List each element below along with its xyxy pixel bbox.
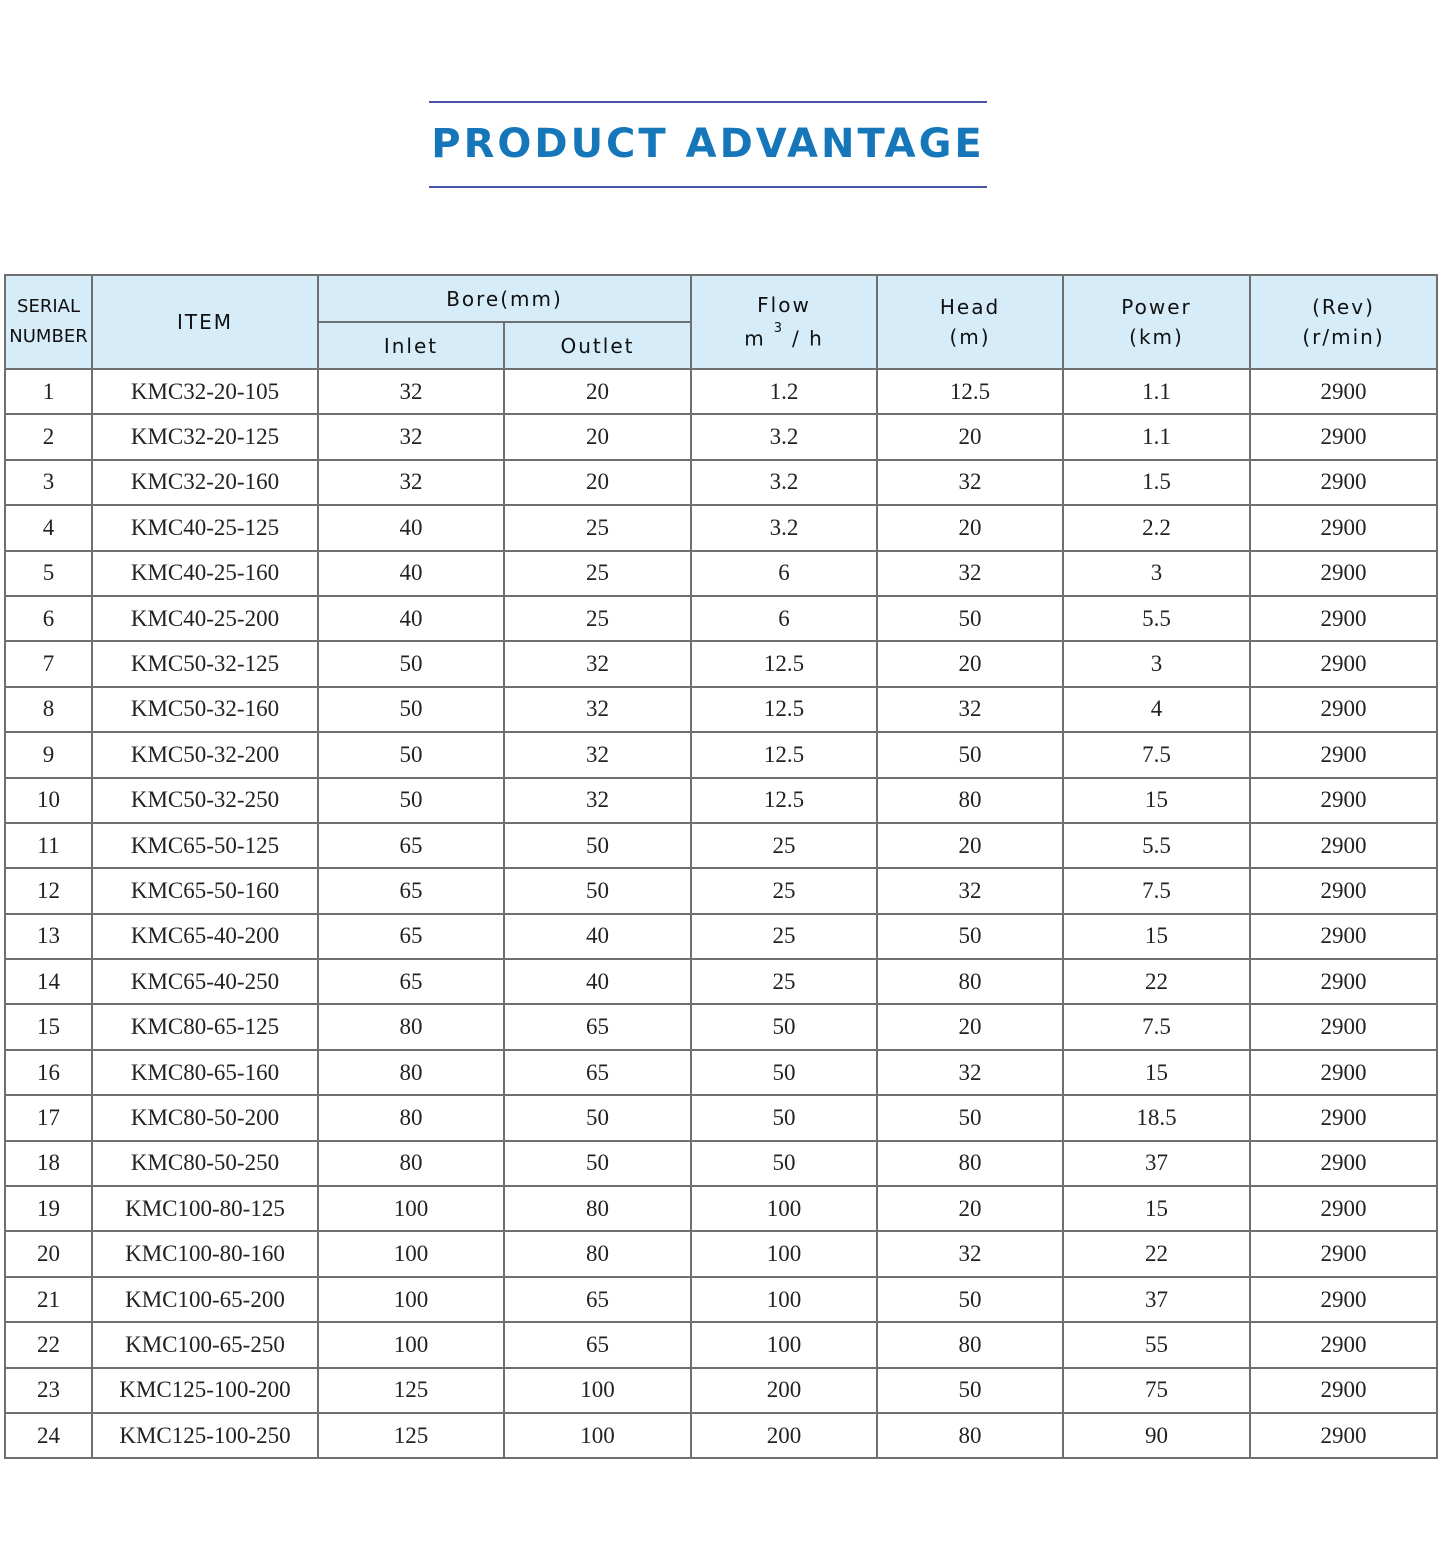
rev-cell: 2900	[1250, 1050, 1437, 1095]
outlet-cell: 32	[504, 641, 691, 686]
inlet-cell: 32	[318, 414, 504, 459]
outlet-cell: 80	[504, 1231, 691, 1276]
item-cell: KMC50-32-250	[92, 778, 318, 823]
serial-cell: 8	[5, 687, 92, 732]
power-cell: 7.5	[1063, 1004, 1250, 1049]
rev-cell: 2900	[1250, 641, 1437, 686]
inlet-cell: 65	[318, 868, 504, 913]
serial-cell: 18	[5, 1141, 92, 1186]
rev-cell: 2900	[1250, 1322, 1437, 1367]
flow-cell: 200	[691, 1413, 877, 1458]
header-flow: Flow m $^3$ / h	[691, 275, 877, 369]
item-cell: KMC100-65-250	[92, 1322, 318, 1367]
head-cell: 20	[877, 1004, 1063, 1049]
inlet-cell: 125	[318, 1413, 504, 1458]
table-row	[5, 732, 1437, 777]
serial-cell: 5	[5, 551, 92, 596]
serial-cell: 11	[5, 823, 92, 868]
power-cell: 7.5	[1063, 732, 1250, 777]
power-cell: 2.2	[1063, 505, 1250, 550]
flow-cell: 12.5	[691, 732, 877, 777]
rev-cell: 2900	[1250, 778, 1437, 823]
serial-cell: 17	[5, 1095, 92, 1140]
serial-cell: 22	[5, 1322, 92, 1367]
flow-cell: 6	[691, 551, 877, 596]
outlet-cell: 50	[504, 868, 691, 913]
flow-cell: 3.2	[691, 460, 877, 505]
rev-cell: 2900	[1250, 460, 1437, 505]
power-cell: 1.1	[1063, 414, 1250, 459]
flow-cell: 25	[691, 914, 877, 959]
table-row	[5, 1050, 1437, 1095]
inlet-cell: 80	[318, 1141, 504, 1186]
serial-cell: 1	[5, 369, 92, 414]
table-row	[5, 687, 1437, 732]
header-head: Head (m)	[877, 275, 1063, 369]
header-serial-number: SERIAL NUMBER	[5, 275, 92, 369]
item-cell: KMC125-100-200	[92, 1368, 318, 1413]
item-cell: KMC80-50-250	[92, 1141, 318, 1186]
inlet-cell: 65	[318, 823, 504, 868]
inlet-cell: 40	[318, 505, 504, 550]
flow-cell: 3.2	[691, 505, 877, 550]
header-power: Power (km)	[1063, 275, 1250, 369]
header-bore: Bore(mm)	[318, 275, 691, 322]
rev-cell: 2900	[1250, 414, 1437, 459]
flow-cell: 50	[691, 1141, 877, 1186]
item-cell: KMC100-65-200	[92, 1277, 318, 1322]
rev-cell: 2900	[1250, 687, 1437, 732]
serial-cell: 19	[5, 1186, 92, 1231]
table-row	[5, 778, 1437, 823]
outlet-cell: 32	[504, 732, 691, 777]
table-row	[5, 551, 1437, 596]
rev-cell: 2900	[1250, 369, 1437, 414]
flow-cell: 50	[691, 1050, 877, 1095]
item-cell: KMC125-100-250	[92, 1413, 318, 1458]
outlet-cell: 40	[504, 959, 691, 1004]
inlet-cell: 65	[318, 914, 504, 959]
flow-cell: 100	[691, 1186, 877, 1231]
outlet-cell: 65	[504, 1322, 691, 1367]
table-body	[5, 369, 1437, 1458]
head-cell: 80	[877, 1322, 1063, 1367]
item-cell: KMC32-20-160	[92, 460, 318, 505]
rev-cell: 2900	[1250, 959, 1437, 1004]
head-cell: 80	[877, 778, 1063, 823]
table-row	[5, 505, 1437, 550]
page-title: PRODUCT ADVANTAGE	[431, 121, 985, 167]
flow-cell: 25	[691, 959, 877, 1004]
outlet-cell: 50	[504, 823, 691, 868]
head-cell: 32	[877, 868, 1063, 913]
flow-cell: 6	[691, 596, 877, 641]
inlet-cell: 100	[318, 1277, 504, 1322]
flow-cell: 100	[691, 1231, 877, 1276]
header-rev: (Rev) (r/min)	[1250, 275, 1437, 369]
power-cell: 22	[1063, 959, 1250, 1004]
item-cell: KMC80-65-160	[92, 1050, 318, 1095]
power-cell: 5.5	[1063, 596, 1250, 641]
serial-cell: 10	[5, 778, 92, 823]
table-row	[5, 1231, 1437, 1276]
title-block	[429, 101, 987, 189]
outlet-cell: 50	[504, 1095, 691, 1140]
outlet-cell: 80	[504, 1186, 691, 1231]
power-cell: 55	[1063, 1322, 1250, 1367]
outlet-cell: 32	[504, 687, 691, 732]
power-cell: 4	[1063, 687, 1250, 732]
flow-cell: 100	[691, 1322, 877, 1367]
power-cell: 15	[1063, 1186, 1250, 1231]
rev-cell: 2900	[1250, 732, 1437, 777]
table-row	[5, 1141, 1437, 1186]
outlet-cell: 25	[504, 596, 691, 641]
title-bottom-rule	[429, 186, 987, 188]
item-cell: KMC32-20-105	[92, 369, 318, 414]
flow-cell: 25	[691, 868, 877, 913]
inlet-cell: 100	[318, 1322, 504, 1367]
item-cell: KMC40-25-125	[92, 505, 318, 550]
head-cell: 80	[877, 959, 1063, 1004]
inlet-cell: 100	[318, 1186, 504, 1231]
item-cell: KMC65-40-250	[92, 959, 318, 1004]
outlet-cell: 20	[504, 414, 691, 459]
serial-cell: 15	[5, 1004, 92, 1049]
rev-cell: 2900	[1250, 1277, 1437, 1322]
rev-cell: 2900	[1250, 823, 1437, 868]
power-cell: 3	[1063, 551, 1250, 596]
item-cell: KMC50-32-160	[92, 687, 318, 732]
power-cell: 7.5	[1063, 868, 1250, 913]
product-spec-table	[4, 274, 1438, 1459]
inlet-cell: 50	[318, 687, 504, 732]
item-cell: KMC100-80-125	[92, 1186, 318, 1231]
head-cell: 80	[877, 1141, 1063, 1186]
inlet-cell: 40	[318, 596, 504, 641]
power-cell: 18.5	[1063, 1095, 1250, 1140]
rev-cell: 2900	[1250, 1141, 1437, 1186]
power-cell: 75	[1063, 1368, 1250, 1413]
serial-cell: 4	[5, 505, 92, 550]
serial-cell: 6	[5, 596, 92, 641]
serial-cell: 24	[5, 1413, 92, 1458]
power-cell: 37	[1063, 1141, 1250, 1186]
outlet-cell: 50	[504, 1141, 691, 1186]
head-cell: 50	[877, 1277, 1063, 1322]
rev-cell: 2900	[1250, 1004, 1437, 1049]
outlet-cell: 65	[504, 1050, 691, 1095]
table-row	[5, 369, 1437, 414]
inlet-cell: 40	[318, 551, 504, 596]
flow-cell: 200	[691, 1368, 877, 1413]
rev-cell: 2900	[1250, 868, 1437, 913]
inlet-cell: 32	[318, 460, 504, 505]
flow-cell: 100	[691, 1277, 877, 1322]
inlet-cell: 80	[318, 1004, 504, 1049]
head-cell: 50	[877, 1095, 1063, 1140]
item-cell: KMC65-50-125	[92, 823, 318, 868]
serial-cell: 12	[5, 868, 92, 913]
inlet-cell: 50	[318, 641, 504, 686]
head-cell: 50	[877, 596, 1063, 641]
head-cell: 12.5	[877, 369, 1063, 414]
title-top-rule	[429, 101, 987, 103]
power-cell: 15	[1063, 914, 1250, 959]
power-cell: 15	[1063, 1050, 1250, 1095]
table-row	[5, 1368, 1437, 1413]
table-row	[5, 823, 1437, 868]
table-row	[5, 460, 1437, 505]
inlet-cell: 80	[318, 1095, 504, 1140]
item-cell: KMC65-40-200	[92, 914, 318, 959]
inlet-cell: 32	[318, 369, 504, 414]
head-cell: 32	[877, 460, 1063, 505]
power-cell: 15	[1063, 778, 1250, 823]
head-cell: 50	[877, 914, 1063, 959]
rev-cell: 2900	[1250, 551, 1437, 596]
inlet-cell: 65	[318, 959, 504, 1004]
item-cell: KMC40-25-160	[92, 551, 318, 596]
serial-cell: 2	[5, 414, 92, 459]
table-row	[5, 1322, 1437, 1367]
outlet-cell: 20	[504, 460, 691, 505]
outlet-cell: 25	[504, 551, 691, 596]
table-row	[5, 1004, 1437, 1049]
table-row	[5, 1277, 1437, 1322]
head-cell: 32	[877, 551, 1063, 596]
power-cell: 90	[1063, 1413, 1250, 1458]
table-header	[5, 275, 1437, 369]
table-row	[5, 1413, 1437, 1458]
head-cell: 32	[877, 687, 1063, 732]
rev-cell: 2900	[1250, 1368, 1437, 1413]
item-cell: KMC80-65-125	[92, 1004, 318, 1049]
rev-cell: 2900	[1250, 505, 1437, 550]
inlet-cell: 80	[318, 1050, 504, 1095]
flow-cell: 50	[691, 1095, 877, 1140]
item-cell: KMC50-32-200	[92, 732, 318, 777]
flow-cell: 25	[691, 823, 877, 868]
inlet-cell: 100	[318, 1231, 504, 1276]
head-cell: 20	[877, 505, 1063, 550]
serial-cell: 20	[5, 1231, 92, 1276]
power-cell: 5.5	[1063, 823, 1250, 868]
serial-cell: 9	[5, 732, 92, 777]
flow-cell: 12.5	[691, 778, 877, 823]
head-cell: 20	[877, 823, 1063, 868]
outlet-cell: 65	[504, 1004, 691, 1049]
serial-cell: 13	[5, 914, 92, 959]
header-inlet: Inlet	[318, 322, 504, 369]
serial-cell: 7	[5, 641, 92, 686]
head-cell: 20	[877, 1186, 1063, 1231]
table-row	[5, 959, 1437, 1004]
head-cell: 20	[877, 641, 1063, 686]
head-cell: 32	[877, 1231, 1063, 1276]
item-cell: KMC100-80-160	[92, 1231, 318, 1276]
serial-cell: 3	[5, 460, 92, 505]
head-cell: 80	[877, 1413, 1063, 1458]
serial-cell: 14	[5, 959, 92, 1004]
flow-cell: 1.2	[691, 369, 877, 414]
outlet-cell: 20	[504, 369, 691, 414]
table-row	[5, 641, 1437, 686]
item-cell: KMC50-32-125	[92, 641, 318, 686]
rev-cell: 2900	[1250, 1231, 1437, 1276]
rev-cell: 2900	[1250, 1186, 1437, 1231]
item-cell: KMC40-25-200	[92, 596, 318, 641]
table-row	[5, 1186, 1437, 1231]
flow-cell: 12.5	[691, 641, 877, 686]
head-cell: 50	[877, 1368, 1063, 1413]
flow-cell: 3.2	[691, 414, 877, 459]
rev-cell: 2900	[1250, 914, 1437, 959]
item-cell: KMC65-50-160	[92, 868, 318, 913]
serial-cell: 16	[5, 1050, 92, 1095]
power-cell: 37	[1063, 1277, 1250, 1322]
power-cell: 22	[1063, 1231, 1250, 1276]
rev-cell: 2900	[1250, 1095, 1437, 1140]
power-cell: 1.5	[1063, 460, 1250, 505]
rev-cell: 2900	[1250, 1413, 1437, 1458]
head-cell: 50	[877, 732, 1063, 777]
table-row	[5, 414, 1437, 459]
power-cell: 3	[1063, 641, 1250, 686]
head-cell: 20	[877, 414, 1063, 459]
inlet-cell: 50	[318, 778, 504, 823]
outlet-cell: 40	[504, 914, 691, 959]
outlet-cell: 25	[504, 505, 691, 550]
table-row	[5, 868, 1437, 913]
flow-cell: 12.5	[691, 687, 877, 732]
flow-cell: 50	[691, 1004, 877, 1049]
item-cell: KMC80-50-200	[92, 1095, 318, 1140]
rev-cell: 2900	[1250, 596, 1437, 641]
outlet-cell: 65	[504, 1277, 691, 1322]
power-cell: 1.1	[1063, 369, 1250, 414]
header-outlet: Outlet	[504, 322, 691, 369]
header-item: ITEM	[92, 275, 318, 369]
inlet-cell: 50	[318, 732, 504, 777]
serial-cell: 21	[5, 1277, 92, 1322]
table-row	[5, 1095, 1437, 1140]
table-row	[5, 914, 1437, 959]
outlet-cell: 32	[504, 778, 691, 823]
inlet-cell: 125	[318, 1368, 504, 1413]
item-cell: KMC32-20-125	[92, 414, 318, 459]
head-cell: 32	[877, 1050, 1063, 1095]
outlet-cell: 100	[504, 1368, 691, 1413]
outlet-cell: 100	[504, 1413, 691, 1458]
serial-cell: 23	[5, 1368, 92, 1413]
table-row	[5, 596, 1437, 641]
